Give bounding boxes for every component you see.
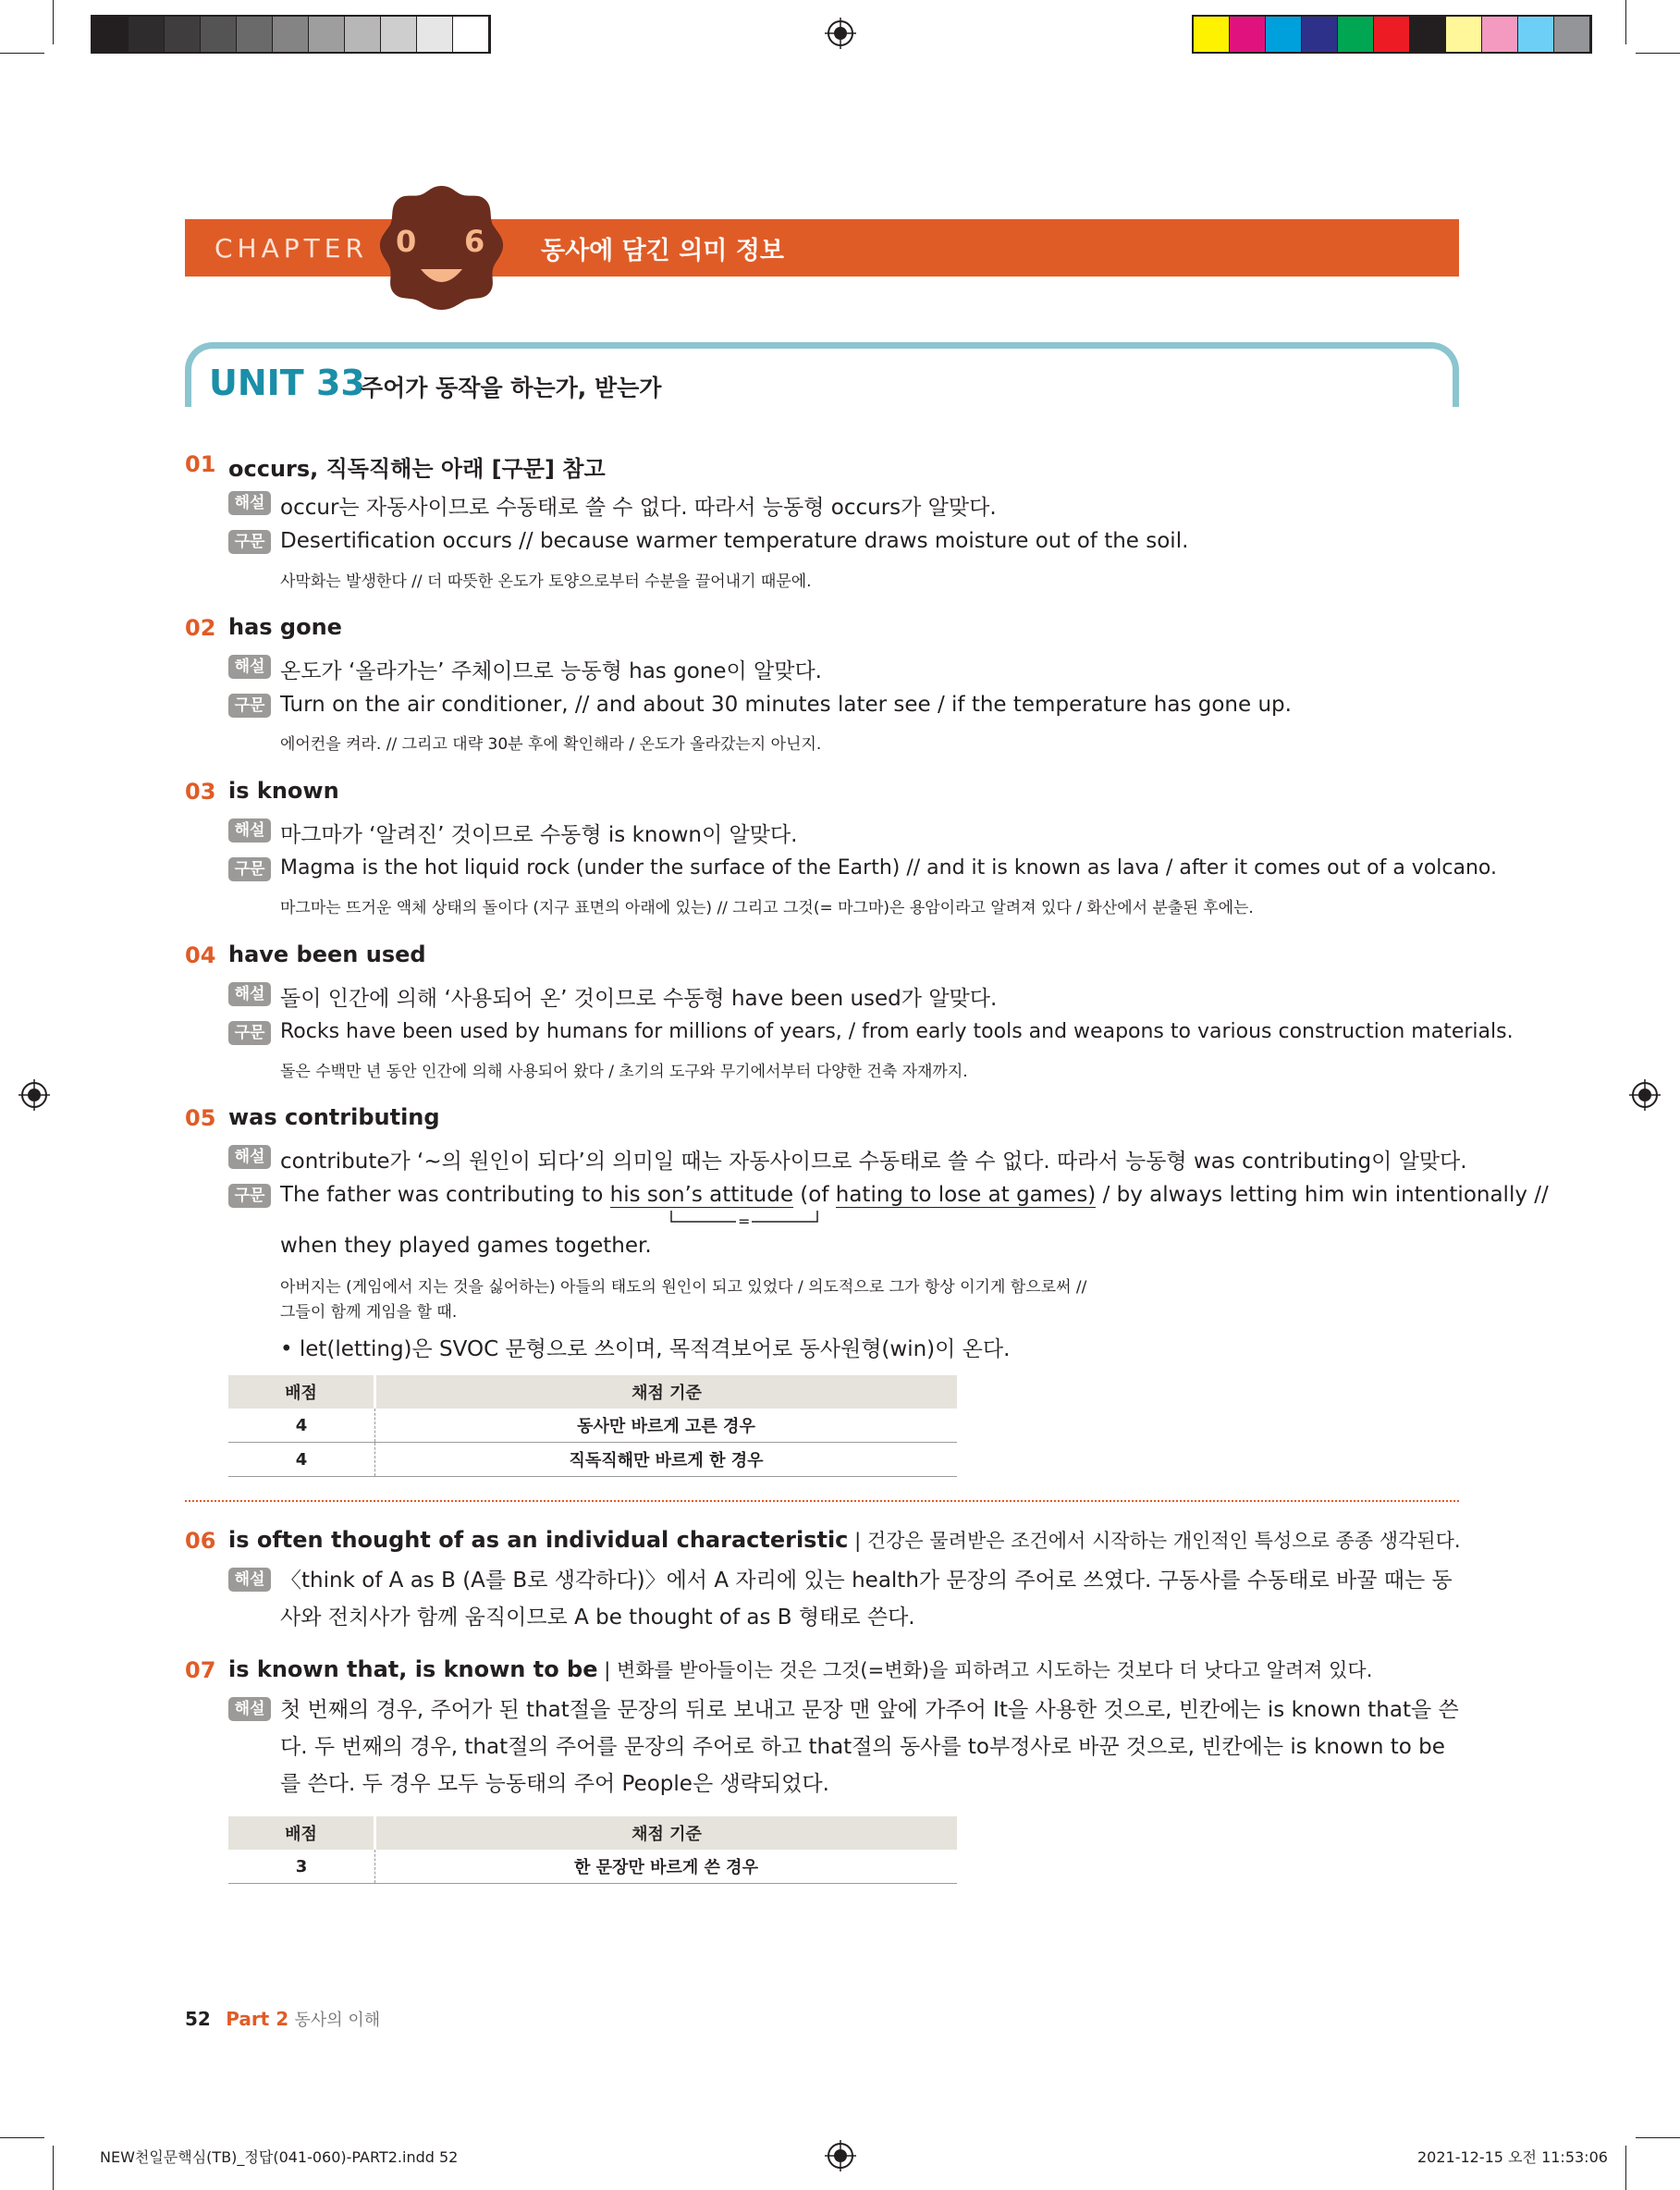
syntax-tag: 구문 bbox=[228, 1021, 271, 1045]
grammar-note: • let(letting)은 SVOC 문형으로 쓰이며, 목적격보어로 동사원형(win)이 온다. bbox=[280, 1337, 1011, 1361]
answer-text: is known that, is known to be bbox=[228, 1656, 598, 1682]
syntax-text: Desertification occurs // because warmer temperature draws moisture out of the soil. bbox=[280, 529, 1189, 553]
color-swatch bbox=[165, 17, 201, 52]
score-table bbox=[228, 1816, 957, 1884]
item-number: 01 bbox=[185, 451, 216, 477]
color-swatch bbox=[1374, 17, 1410, 52]
item-answer bbox=[228, 1655, 1372, 1683]
score-table bbox=[228, 1375, 957, 1477]
answer-translation: 변화를 받아들이는 것은 그것(=변화)을 피하려고 시도하는 것보다 더 낫다고 알려져 있다. bbox=[616, 1659, 1373, 1681]
crop-mark bbox=[0, 2137, 44, 2138]
chapter-digit-2: 6 bbox=[464, 224, 485, 259]
color-swatch bbox=[1194, 17, 1230, 52]
equivalence-sign: = bbox=[738, 1212, 751, 1230]
criteria-cell: 한 문장만 바르게 쓴 경우 bbox=[375, 1850, 958, 1884]
separator: | bbox=[848, 1530, 867, 1552]
syntax-text: Turn on the air conditioner, // and about 30 minutes later see / if the temperature has gone up. bbox=[280, 693, 1292, 717]
syntax-tag: 구문 bbox=[228, 857, 271, 881]
date-slug: 2021-12-15 오전 11:53:06 bbox=[1417, 2148, 1608, 2166]
explain-text: occur는 자동사이므로 수동태로 쓸 수 없다. 따라서 능동형 occurs가 알맞다. bbox=[280, 496, 997, 520]
color-swatch bbox=[381, 17, 417, 52]
unit-title: 주어가 동작을 하는가, 받는가 bbox=[361, 375, 662, 401]
registration-mark-icon bbox=[825, 2140, 856, 2172]
syntax-part: / by always letting him win intentionally // bbox=[1096, 1183, 1549, 1207]
item-number: 04 bbox=[185, 942, 216, 968]
explain-tag: 해설 bbox=[228, 1568, 271, 1592]
syntax-part: (of bbox=[793, 1183, 836, 1207]
color-swatch bbox=[237, 17, 273, 52]
color-swatch bbox=[1446, 17, 1482, 52]
crop-mark bbox=[53, 2146, 54, 2190]
syntax-tag: 구문 bbox=[228, 694, 271, 718]
syntax-text bbox=[280, 1183, 1549, 1207]
file-slug: NEW천일문핵심(TB)_정답(041-060)-PART2.indd 52 bbox=[100, 2148, 459, 2166]
item-answer bbox=[228, 1526, 1461, 1554]
explain-text: 돌이 인간에 의해 ‘사용되어 온’ 것이므로 수동형 have been used가 알맞다. bbox=[280, 987, 998, 1011]
crop-mark bbox=[1625, 2146, 1626, 2190]
item-number: 06 bbox=[185, 1528, 216, 1554]
crop-mark bbox=[1636, 53, 1680, 54]
syntax-text: Magma is the hot liquid rock (under the surface of the Earth) // and it is known as lava / after it comes out of a volcano. bbox=[280, 856, 1497, 880]
explain-tag: 해설 bbox=[228, 1697, 271, 1721]
color-swatch bbox=[1230, 17, 1266, 52]
color-swatch bbox=[345, 17, 381, 52]
explain-text: 마그마가 ‘알려진’ 것이므로 수동형 is known이 알맞다. bbox=[280, 823, 798, 847]
score-cell: 3 bbox=[228, 1850, 375, 1884]
item-answer: has gone bbox=[228, 614, 342, 640]
table-row bbox=[228, 1850, 957, 1884]
explain-text: contribute가 ‘~의 원인이 되다’의 의미일 때는 자동사이므로 수동태로 쓸 수 없다. 따라서 능동형 was contributing이 알맞다. bbox=[280, 1150, 1467, 1174]
syntax-tag: 구문 bbox=[228, 530, 271, 554]
explain-tag: 해설 bbox=[228, 818, 271, 843]
crop-mark bbox=[1636, 2137, 1680, 2138]
item-number: 03 bbox=[185, 779, 216, 805]
underlined-phrase: hating to lose at games) bbox=[835, 1183, 1097, 1207]
chapter-label: CHAPTER bbox=[215, 233, 368, 264]
table-row bbox=[228, 1443, 957, 1477]
crop-mark bbox=[1625, 0, 1626, 44]
chapter-badge-icon bbox=[374, 180, 509, 314]
item-answer: is known bbox=[228, 778, 339, 804]
color-swatch bbox=[309, 17, 345, 52]
item-number: 07 bbox=[185, 1657, 216, 1683]
score-header: 배점 bbox=[228, 1816, 375, 1850]
table-row bbox=[228, 1409, 957, 1443]
color-swatch bbox=[273, 17, 309, 52]
color-swatch bbox=[1302, 17, 1338, 52]
explain-text: 〈think of A as B (A를 B로 생각하다)〉에서 A 자리에 있는 health가 문장의 주어로 쓰였다. 구동사를 수동태로 바꿀 때는 동사와 전치사가 함께 움직이므로 A be thought of as B 형태로 쓴다. bbox=[280, 1569, 1453, 1630]
item-number: 02 bbox=[185, 615, 216, 641]
translation-text: 마그마는 뜨거운 액체 상태의 돌이다 (지구 표면의 아래에 있는) // 그리고 그것(= 마그마)은 용암이라고 알려져 있다 / 화산에서 분출된 후에는. bbox=[280, 899, 1254, 917]
color-swatch bbox=[92, 17, 129, 52]
color-swatch bbox=[129, 17, 165, 52]
translation-text: 에어컨을 켜라. // 그리고 대략 30분 후에 확인해라 / 온도가 올라갔는지 아닌지. bbox=[280, 735, 822, 754]
registration-mark-icon bbox=[1629, 1079, 1661, 1111]
section-divider bbox=[185, 1500, 1459, 1502]
color-swatch-bar bbox=[1192, 15, 1592, 54]
explain-tag: 해설 bbox=[228, 655, 271, 679]
unit-label: UNIT 33 bbox=[209, 363, 365, 403]
color-swatch bbox=[201, 17, 237, 52]
color-swatch bbox=[1266, 17, 1302, 52]
answer-text: is often thought of as an individual characteristic bbox=[228, 1527, 849, 1553]
color-swatch bbox=[1518, 17, 1554, 52]
criteria-cell: 동사만 바르게 고른 경우 bbox=[375, 1409, 958, 1443]
translation-text-continued: 그들이 함께 게임을 할 때. bbox=[280, 1303, 458, 1322]
color-swatch bbox=[1410, 17, 1446, 52]
registration-mark-icon bbox=[18, 1079, 50, 1111]
explain-tag: 해설 bbox=[228, 491, 271, 515]
color-swatch bbox=[1482, 17, 1518, 52]
criteria-cell: 직독직해만 바르게 한 경우 bbox=[375, 1443, 958, 1477]
separator: | bbox=[597, 1659, 617, 1681]
score-cell: 4 bbox=[228, 1409, 375, 1443]
page-footer bbox=[185, 2007, 380, 2031]
chapter-title: 동사에 담긴 의미 정보 bbox=[541, 237, 784, 265]
item-answer: was contributing bbox=[228, 1104, 440, 1130]
syntax-text: Rocks have been used by humans for millions of years, / from early tools and weapons to various construction materials. bbox=[280, 1020, 1514, 1043]
item-answer: occurs, 직독직해는 아래 [구문] 참고 bbox=[228, 456, 606, 482]
registration-mark-icon bbox=[825, 18, 856, 49]
chapter-digit-1: 0 bbox=[396, 224, 417, 259]
color-swatch bbox=[453, 17, 489, 52]
translation-text: 돌은 수백만 년 동안 인간에 의해 사용되어 왔다 / 초기의 도구와 무기에서부터 다양한 건축 자재까지. bbox=[280, 1063, 968, 1081]
answer-translation: 건강은 물려받은 조건에서 시작하는 개인적인 특성으로 종종 생각된다. bbox=[866, 1530, 1461, 1552]
page-number: 52 bbox=[185, 2008, 211, 2030]
gray-swatch-bar bbox=[91, 15, 491, 54]
section-label: 동사의 이해 bbox=[294, 2011, 381, 2030]
translation-text: 아버지는 (게임에서 지는 것을 싫어하는) 아들의 태도의 원인이 되고 있었다 / 의도적으로 그가 항상 이기게 함으로써 // bbox=[280, 1278, 1087, 1297]
color-swatch bbox=[417, 17, 453, 52]
syntax-text-continued: when they played games together. bbox=[280, 1234, 652, 1258]
score-header: 배점 bbox=[228, 1375, 375, 1409]
crop-mark bbox=[53, 0, 54, 44]
score-cell: 4 bbox=[228, 1443, 375, 1477]
item-answer: have been used bbox=[228, 941, 426, 967]
color-swatch bbox=[1554, 17, 1590, 52]
explain-tag: 해설 bbox=[228, 1145, 271, 1169]
explain-text: 온도가 ‘올라가는’ 주체이므로 능동형 has gone이 알맞다. bbox=[280, 659, 822, 683]
syntax-part: The father was contributing to bbox=[280, 1183, 610, 1207]
part-label: Part 2 bbox=[226, 2008, 289, 2030]
color-swatch bbox=[1338, 17, 1374, 52]
explain-text: 첫 번째의 경우, 주어가 된 that절을 문장의 뒤로 보내고 문장 맨 앞에 가주어 It을 사용한 것으로, 빈칸에는 is known that을 쓴다. 두 번째의 경우, that절의 주어를 문장의 주어로 하고 that절의 동사를 to부정사로 바꾼 것으로, 빈칸에는 is known to be를 쓴다. 두 경우 모두 능동태의 주어 People은 생략되었다. bbox=[280, 1698, 1459, 1796]
crop-mark bbox=[0, 53, 44, 54]
syntax-tag: 구문 bbox=[228, 1184, 271, 1208]
translation-text: 사막화는 발생한다 // 더 따뜻한 온도가 토양으로부터 수분을 끌어내기 때문에. bbox=[280, 572, 812, 591]
underlined-phrase: his son’s attitude bbox=[609, 1183, 793, 1207]
explain-tag: 해설 bbox=[228, 982, 271, 1006]
item-number: 05 bbox=[185, 1105, 216, 1131]
criteria-header: 채점 기준 bbox=[375, 1375, 958, 1409]
criteria-header: 채점 기준 bbox=[375, 1816, 958, 1850]
